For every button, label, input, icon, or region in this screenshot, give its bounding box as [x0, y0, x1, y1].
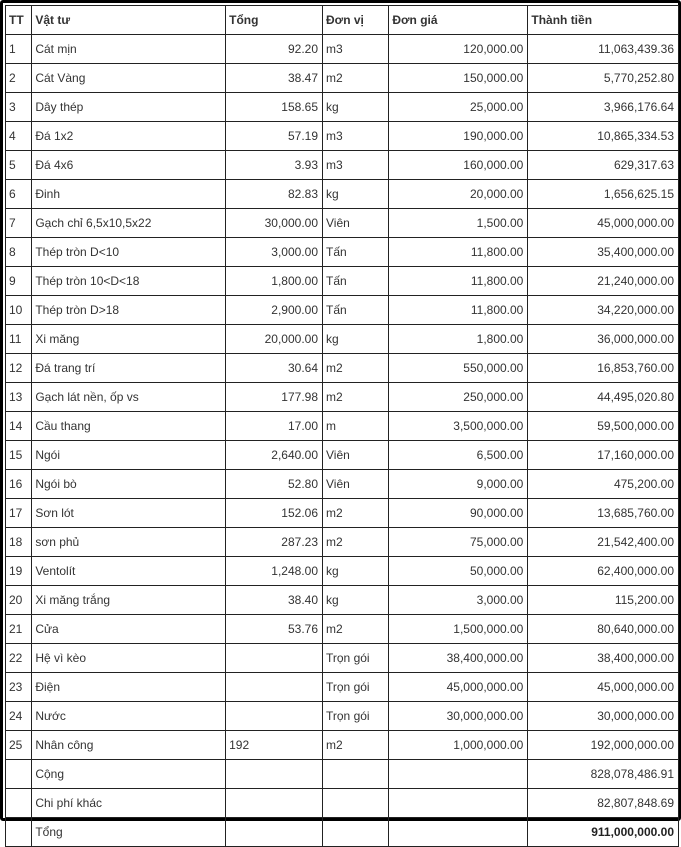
table-row: [6, 528, 679, 557]
cell-qty: 38.40: [226, 586, 323, 615]
cell-price: 120,000.00: [389, 35, 528, 64]
summary-total: 911,000,000.00: [528, 818, 679, 847]
cell-tt: 8: [6, 238, 32, 267]
cell-tt: 22: [6, 644, 32, 673]
cell-unit: m3: [323, 35, 389, 64]
cell-name: Đá 4x6: [32, 151, 226, 180]
cell-qty: 1,800.00: [226, 267, 323, 296]
cell-name: Cửa: [32, 615, 226, 644]
cell-name: Ventolít: [32, 557, 226, 586]
table-row: [6, 644, 679, 673]
cell-price: 1,800.00: [389, 325, 528, 354]
cell-unit: kg: [323, 586, 389, 615]
table-row: [6, 35, 679, 64]
summary-total: 828,078,486.91: [528, 760, 679, 789]
cell-qty: 2,900.00: [226, 296, 323, 325]
cell-price: 190,000.00: [389, 122, 528, 151]
cell-name: Cát mịn: [32, 35, 226, 64]
cell-price: 50,000.00: [389, 557, 528, 586]
cell-price: 45,000,000.00: [389, 673, 528, 702]
table-row: [6, 499, 679, 528]
cell-total: 36,000,000.00: [528, 325, 679, 354]
cell-empty: [6, 760, 32, 789]
cell-price: 20,000.00: [389, 180, 528, 209]
table-row: [6, 209, 679, 238]
cell-name: Hệ vì kèo: [32, 644, 226, 673]
cell-total: 16,853,760.00: [528, 354, 679, 383]
cell-total: 44,495,020.80: [528, 383, 679, 412]
cell-qty: 92.20: [226, 35, 323, 64]
cell-name: Nước: [32, 702, 226, 731]
cell-price: 3,000.00: [389, 586, 528, 615]
cell-unit: m2: [323, 615, 389, 644]
cell-tt: 10: [6, 296, 32, 325]
table-row: [6, 180, 679, 209]
cell-empty: [226, 818, 323, 847]
cell-qty: 38.47: [226, 64, 323, 93]
header-qty: Tổng: [226, 6, 323, 35]
cell-qty: 158.65: [226, 93, 323, 122]
cell-tt: 19: [6, 557, 32, 586]
cell-price: 11,800.00: [389, 267, 528, 296]
cell-total: 45,000,000.00: [528, 673, 679, 702]
table-row: [6, 673, 679, 702]
cell-qty: 17.00: [226, 412, 323, 441]
cell-total: 62,400,000.00: [528, 557, 679, 586]
cell-unit: m3: [323, 122, 389, 151]
table-row: [6, 267, 679, 296]
table-row: [6, 151, 679, 180]
cell-name: Cầu thang: [32, 412, 226, 441]
table-row: [6, 383, 679, 412]
cell-total: 38,400,000.00: [528, 644, 679, 673]
cell-qty: 152.06: [226, 499, 323, 528]
cell-unit: kg: [323, 180, 389, 209]
cell-tt: 14: [6, 412, 32, 441]
cell-total: 30,000,000.00: [528, 702, 679, 731]
cell-tt: 16: [6, 470, 32, 499]
cell-qty: 82.83: [226, 180, 323, 209]
cell-tt: 5: [6, 151, 32, 180]
cell-qty: 3.93: [226, 151, 323, 180]
cell-empty: [389, 760, 528, 789]
cell-name: Xi măng trắng: [32, 586, 226, 615]
cell-unit: Trọn gói: [323, 702, 389, 731]
cell-unit: m2: [323, 383, 389, 412]
header-total: Thành tiền: [528, 6, 679, 35]
cell-tt: 4: [6, 122, 32, 151]
table-row: [6, 122, 679, 151]
cell-unit: kg: [323, 325, 389, 354]
cell-total: 34,220,000.00: [528, 296, 679, 325]
cell-unit: Viên: [323, 209, 389, 238]
cell-name: Nhân công: [32, 731, 226, 760]
header-name: Vật tư: [32, 6, 226, 35]
cell-qty: 177.98: [226, 383, 323, 412]
cell-total: 17,160,000.00: [528, 441, 679, 470]
cell-tt: 18: [6, 528, 32, 557]
cell-total: 475,200.00: [528, 470, 679, 499]
cell-total: 1,656,625.15: [528, 180, 679, 209]
cell-empty: [6, 789, 32, 818]
table-row: [6, 586, 679, 615]
cell-price: 11,800.00: [389, 238, 528, 267]
table-row: [6, 441, 679, 470]
table-body: [6, 35, 679, 847]
cell-name: Thép tròn D>18: [32, 296, 226, 325]
cell-total: 3,966,176.64: [528, 93, 679, 122]
cell-price: 6,500.00: [389, 441, 528, 470]
table-row: [6, 412, 679, 441]
cell-name: Đinh: [32, 180, 226, 209]
cell-name: Thép tròn D<10: [32, 238, 226, 267]
cell-empty: [6, 818, 32, 847]
cell-price: 150,000.00: [389, 64, 528, 93]
cell-total: 35,400,000.00: [528, 238, 679, 267]
cell-qty: 3,000.00: [226, 238, 323, 267]
cell-price: 550,000.00: [389, 354, 528, 383]
cell-qty: 192: [226, 731, 323, 760]
cell-tt: 7: [6, 209, 32, 238]
cell-qty: 2,640.00: [226, 441, 323, 470]
cell-name: Ngói bò: [32, 470, 226, 499]
cell-name: Gạch lát nền, ốp vs: [32, 383, 226, 412]
cell-name: Đá trang trí: [32, 354, 226, 383]
summary-label: Cộng: [32, 760, 226, 789]
cell-tt: 11: [6, 325, 32, 354]
cell-price: 1,000,000.00: [389, 731, 528, 760]
summary-row: [6, 789, 679, 818]
cell-total: 59,500,000.00: [528, 412, 679, 441]
cell-tt: 21: [6, 615, 32, 644]
cell-price: 9,000.00: [389, 470, 528, 499]
cell-tt: 1: [6, 35, 32, 64]
materials-table: [5, 5, 679, 847]
cell-unit: kg: [323, 93, 389, 122]
table-row: [6, 238, 679, 267]
cell-unit: m3: [323, 151, 389, 180]
table-row: [6, 731, 679, 760]
cell-unit: m2: [323, 731, 389, 760]
cell-price: 30,000,000.00: [389, 702, 528, 731]
cell-tt: 24: [6, 702, 32, 731]
table-row: [6, 354, 679, 383]
cell-name: Sơn lót: [32, 499, 226, 528]
cell-qty: 52.80: [226, 470, 323, 499]
cell-name: Cát Vàng: [32, 64, 226, 93]
cell-unit: Tấn: [323, 296, 389, 325]
cell-qty: 20,000.00: [226, 325, 323, 354]
cell-empty: [323, 818, 389, 847]
cell-unit: Trọn gói: [323, 673, 389, 702]
cell-empty: [226, 789, 323, 818]
cell-qty: 1,248.00: [226, 557, 323, 586]
cell-empty: [389, 789, 528, 818]
cell-total: 115,200.00: [528, 586, 679, 615]
cell-unit: m2: [323, 64, 389, 93]
header-unit: Đơn vị: [323, 6, 389, 35]
cell-price: 250,000.00: [389, 383, 528, 412]
cell-tt: 12: [6, 354, 32, 383]
cell-name: Thép tròn 10<D<18: [32, 267, 226, 296]
cell-tt: 6: [6, 180, 32, 209]
cell-unit: m: [323, 412, 389, 441]
cell-qty: 287.23: [226, 528, 323, 557]
header-price: Đơn giá: [389, 6, 528, 35]
cell-qty: 53.76: [226, 615, 323, 644]
header-row: [6, 6, 679, 35]
cell-total: 629,317.63: [528, 151, 679, 180]
cell-unit: m2: [323, 528, 389, 557]
cell-name: Ngói: [32, 441, 226, 470]
cell-unit: kg: [323, 557, 389, 586]
cell-qty: [226, 702, 323, 731]
cell-total: 10,865,334.53: [528, 122, 679, 151]
cell-total: 192,000,000.00: [528, 731, 679, 760]
cell-tt: 3: [6, 93, 32, 122]
table-row: [6, 702, 679, 731]
table-row: [6, 325, 679, 354]
summary-label: Tổng: [32, 818, 226, 847]
cell-price: 25,000.00: [389, 93, 528, 122]
cell-unit: Tấn: [323, 267, 389, 296]
cell-price: 1,500,000.00: [389, 615, 528, 644]
cell-qty: [226, 644, 323, 673]
cell-name: Xi măng: [32, 325, 226, 354]
summary-total: 82,807,848.69: [528, 789, 679, 818]
cell-tt: 23: [6, 673, 32, 702]
summary-label: Chi phí khác: [32, 789, 226, 818]
cell-tt: 13: [6, 383, 32, 412]
cell-price: 11,800.00: [389, 296, 528, 325]
cell-name: Dây thép: [32, 93, 226, 122]
cell-price: 1,500.00: [389, 209, 528, 238]
summary-row: [6, 818, 679, 847]
cell-price: 160,000.00: [389, 151, 528, 180]
cell-unit: Trọn gói: [323, 644, 389, 673]
cell-tt: 25: [6, 731, 32, 760]
cell-unit: m2: [323, 354, 389, 383]
cell-total: 21,240,000.00: [528, 267, 679, 296]
cell-empty: [226, 760, 323, 789]
cell-name: sơn phủ: [32, 528, 226, 557]
cell-unit: Viên: [323, 470, 389, 499]
header-tt: TT: [6, 6, 32, 35]
cell-tt: 20: [6, 586, 32, 615]
cell-name: Đá 1x2: [32, 122, 226, 151]
cell-total: 5,770,252.80: [528, 64, 679, 93]
cell-price: 3,500,000.00: [389, 412, 528, 441]
cell-price: 38,400,000.00: [389, 644, 528, 673]
table-row: [6, 557, 679, 586]
table-row: [6, 615, 679, 644]
cell-empty: [323, 789, 389, 818]
summary-row: [6, 760, 679, 789]
cell-tt: 17: [6, 499, 32, 528]
cell-unit: Viên: [323, 441, 389, 470]
cell-total: 11,063,439.36: [528, 35, 679, 64]
cell-total: 80,640,000.00: [528, 615, 679, 644]
cell-qty: [226, 673, 323, 702]
cell-empty: [389, 818, 528, 847]
cell-unit: Tấn: [323, 238, 389, 267]
cell-qty: 30,000.00: [226, 209, 323, 238]
cell-unit: m2: [323, 499, 389, 528]
table-row: [6, 470, 679, 499]
cell-total: 13,685,760.00: [528, 499, 679, 528]
table-row: [6, 64, 679, 93]
cell-tt: 9: [6, 267, 32, 296]
cell-name: Điện: [32, 673, 226, 702]
cell-name: Gạch chỉ 6,5x10,5x22: [32, 209, 226, 238]
cell-total: 21,542,400.00: [528, 528, 679, 557]
table-row: [6, 296, 679, 325]
table-row: [6, 93, 679, 122]
cell-tt: 15: [6, 441, 32, 470]
cell-qty: 30.64: [226, 354, 323, 383]
cell-price: 90,000.00: [389, 499, 528, 528]
cell-price: 75,000.00: [389, 528, 528, 557]
cell-empty: [323, 760, 389, 789]
cell-tt: 2: [6, 64, 32, 93]
cell-qty: 57.19: [226, 122, 323, 151]
cell-total: 45,000,000.00: [528, 209, 679, 238]
